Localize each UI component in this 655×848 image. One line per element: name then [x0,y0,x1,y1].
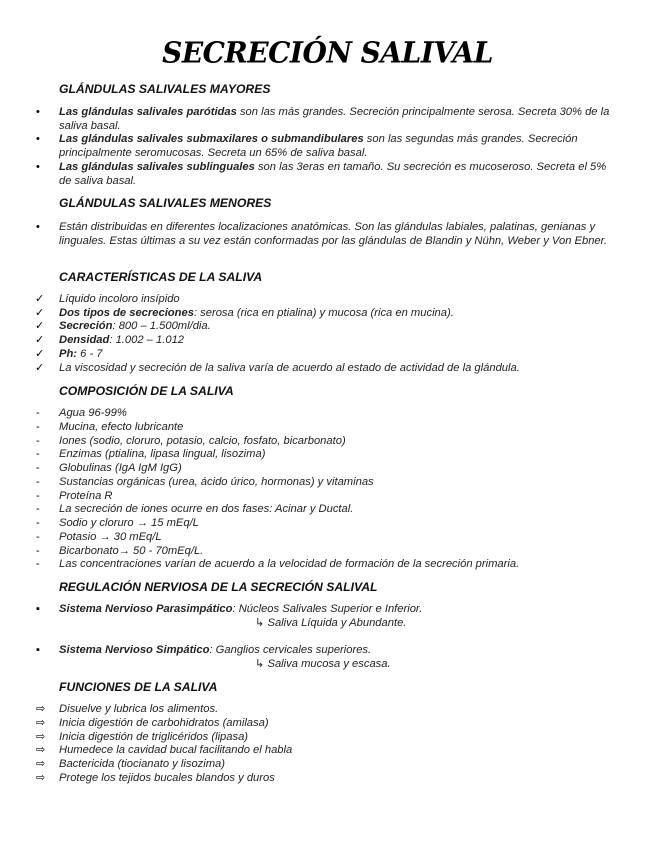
list-item-text [59,307,619,321]
bullet-icon: • [36,221,40,233]
list-item-text [59,644,619,658]
bullet-icon: • [36,106,40,118]
list-item [0,758,655,772]
square-bullet-icon: ▪ [36,644,40,656]
sub-item-text: Saliva Líquida y Abundante. [267,617,407,629]
list-item-text [59,348,619,362]
list-item [0,362,655,376]
dash-icon: - [36,448,40,461]
list-item-rest: 6 - 7 [77,347,103,360]
list-item-text: Agua 96-99% [59,407,127,419]
list-item [0,320,655,334]
list-item-text: Inicia digestión de triglicéridos (lipasa) [59,730,249,743]
list-item-text: Potasio → 30 mEq/L [59,530,162,543]
check-icon: ✓ [35,361,45,374]
list-item [0,334,655,348]
list-item-text: Globulinas (IgA IgM IgG) [59,462,182,474]
list-item-rest: : Ganglios cervicales superiores. [209,644,372,656]
dash-icon: - [36,544,40,557]
heading-menores: GLÁNDULAS SALIVALES MENORES [59,196,272,210]
bullet-icon: • [36,133,40,145]
list-item-text: La secreción de iones ocurre en dos fases: Acinar y Ductal. [59,503,354,516]
list-item-text: Protege los tejidos bucales blandos y duros [59,772,275,784]
list-item-bold: Secreción [59,320,113,333]
list-item-text: Humedece la cavidad bucal facilitando el habla [59,744,293,757]
dash-icon: - [36,530,40,543]
list-item-text: Las concentraciones varían de acuerdo a la velocidad de formación de la secreción primaria. [59,558,520,571]
list-item [0,348,655,362]
list-item [0,772,655,786]
list-item-rest: Líquido incoloro insípido [59,293,180,305]
check-icon: ✓ [35,293,45,305]
list-item [0,558,655,572]
list-item-text: Enzimas (ptialina, lipasa lingual, lisozima) [59,448,266,461]
list-item-text: Bactericida (tiocianato y lisozima) [59,758,226,771]
sub-item [255,658,391,672]
list-item [0,293,655,307]
list-item: • Están distribuidas en diferentes localizaciones anatómicas. Son las glándulas labiales, palatinas, genianas y linguales. Estas últimas a su vez están conformadas por las glándulas de Blandin y Nühn, Weber y Von Ebner. [36,221,608,247]
square-bullet-icon: ▪ [36,603,40,615]
sub-item-text: Saliva mucosa y escasa. [267,658,391,670]
dash-icon: - [36,407,40,419]
list-item [0,603,655,617]
list-item: • Las glándulas salivales sublinguales son las 3eras en tamaño. Su secreción es mucoseroso. Secreta el 5% de saliva basal. [36,161,607,187]
list-item-rest: : serosa (rica en ptialina) y mucosa (rica en mucina). [193,306,454,319]
list-item-bold: Sistema Nervioso Parasimpático [59,603,233,615]
list-item-text: Inicia digestión de carbohidratos (amilasa) [59,716,269,729]
list-item [0,307,655,321]
list-item-text: Bicarbonato→ 50 - 70mEq/L. [59,544,204,557]
sub-item [255,617,406,631]
list-item [0,744,655,758]
document-title: SECRECIÓN SALIVAL [162,35,493,70]
list-item [0,545,655,559]
list-item-text: Proteína R [59,489,113,502]
list-item-text [59,334,619,348]
list-item-text: Sustancias orgánicas (urea, ácido úrico, hormonas) y vitaminas [59,475,374,488]
bullet-icon: • [36,161,40,173]
heading-caracteristicas: CARACTERÍSTICAS DE LA SALIVA [59,270,263,284]
list-item [0,476,655,490]
heading-mayores: GLÁNDULAS SALIVALES MAYORES [59,82,271,96]
list-item [0,490,655,504]
list-item-text: Sodio y cloruro → 15 mEq/L [59,517,199,529]
dash-icon: - [36,434,40,447]
list-item [0,462,655,476]
sub-arrow-icon: ↳ [255,617,268,629]
list-item-bold: Dos tipos de secreciones [59,306,194,319]
dash-icon: - [36,503,40,516]
list-item [0,421,655,435]
list-item-rest: La viscosidad y secreción de la saliva varía de acuerdo al estado de actividad de la glándula. [59,361,520,374]
list-item-text [59,362,619,376]
list-item-text [59,320,619,334]
sub-arrow-icon: ↳ [255,658,268,670]
dash-icon: - [36,489,40,502]
dash-icon: - [36,420,40,433]
check-icon: ✓ [35,320,45,333]
list-item: • Las glándulas salivales parótidas son las más grandes. Secreción principalmente serosa. Secreta 30% de la saliva basal. [36,106,610,132]
list-item-bold: Densidad [59,334,110,347]
list-item-text: Disuelve y lubrica los alimentos. [59,703,219,715]
list-item-rest: : Núcleos Salivales Superior e Inferior. [232,603,423,615]
arrow-right-icon: ⇨ [36,758,46,771]
list-item [0,503,655,517]
dash-icon: - [36,462,40,474]
list-item-rest: : 1.002 – 1.012 [109,334,185,347]
list-item [0,731,655,745]
heading-regulacion: REGULACIÓN NERVIOSA DE LA SECRECIÓN SALIVAL [59,580,378,594]
list-item-bold: Ph: [59,347,78,360]
check-icon: ✓ [35,306,45,319]
check-icon: ✓ [35,347,45,360]
list-item [0,531,655,545]
list-item-rest: : 800 – 1.500ml/dia. [112,320,211,333]
arrow-right-icon: ⇨ [36,772,46,784]
list-item [0,703,655,717]
check-icon: ✓ [35,334,45,347]
list-item [0,517,655,531]
dash-icon: - [36,475,40,488]
dash-icon: - [36,517,40,529]
arrow-right-icon: ⇨ [36,716,46,729]
list-item: • Las glándulas salivales submaxilares o submandibulares son las segundas más grandes. Secreción principalmente seromucosas. Secreta un 65% de saliva basal. [36,133,578,159]
list-item-bold: Sistema Nervioso Simpático [59,644,210,656]
list-item [0,435,655,449]
list-item-text: Iones (sodio, cloruro, potasio, calcio, fosfato, bicarbonato) [59,434,346,447]
list-item [0,407,655,421]
list-item-text [59,293,619,307]
dash-icon: - [36,558,40,571]
arrow-right-icon: ⇨ [36,744,46,757]
list-item-text: Mucina, efecto lubricante [59,420,184,433]
arrow-right-icon: ⇨ [36,703,46,715]
heading-composicion: COMPOSICIÓN DE LA SALIVA [59,384,234,398]
arrow-right-icon: ⇨ [36,730,46,743]
list-item [0,448,655,462]
list-item-text [59,603,619,617]
list-item [0,717,655,731]
heading-funciones: FUNCIONES DE LA SALIVA [59,680,218,694]
list-item [0,644,655,658]
